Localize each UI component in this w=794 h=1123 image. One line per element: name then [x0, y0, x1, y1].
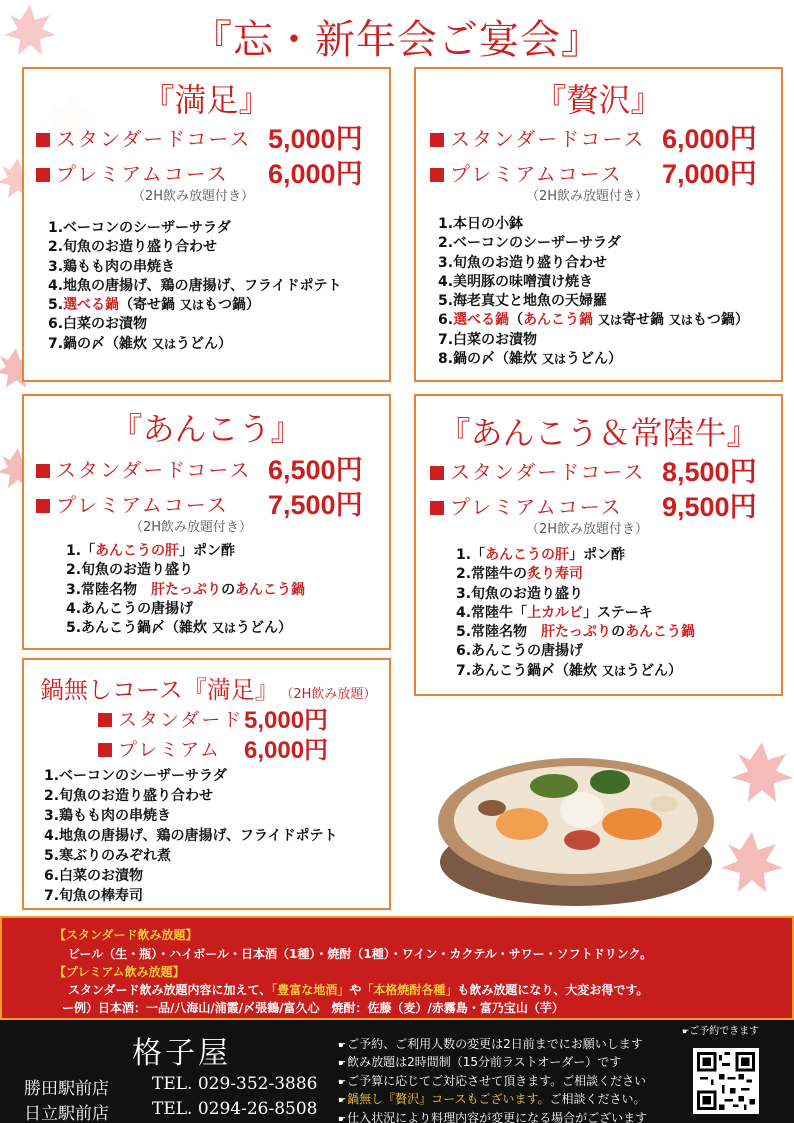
footer-notes	[338, 1036, 647, 1123]
course-title: 鍋無しコース『満足』 （2H飲み放題）	[40, 676, 377, 704]
standard-course-label: スタンダードコース	[430, 123, 645, 152]
square-bullet-icon	[36, 464, 50, 478]
menu-item: 1.「あんこうの肝」ポン酢	[66, 543, 236, 559]
square-bullet-icon	[36, 133, 50, 147]
standard-drink-text: ビール（生・瓶）・ハイボール・日本酒（1種）・焼酎（1種）・ワイン・カクテル・サワー・ソフトドリンク。	[68, 947, 653, 961]
square-bullet-icon	[430, 133, 444, 147]
drink-note: （2H飲み放題付き）	[130, 520, 253, 535]
menu-item: 4.美明豚の味噌漬け焼き	[438, 273, 594, 290]
menu-item: 3.常陸名物 肝たっぷりのあんこう鍋	[66, 581, 306, 598]
note-item: ☛ 飲み放題は2時間制（15分前ラストオーダー）です	[338, 1054, 647, 1072]
note-item: ☛ ご予約、ご利用人数の変更は2日前までにお願いします	[338, 1036, 647, 1054]
premium-course-label: プレミアムコース	[430, 491, 623, 520]
menu-item: 7.旬魚の棒寿司	[44, 888, 144, 904]
menu-item: 6.白菜のお漬物	[48, 316, 148, 333]
course-box-ankou	[22, 394, 391, 650]
square-bullet-icon	[430, 466, 444, 480]
drink-note: （2H飲み放題付き）	[526, 522, 649, 537]
standard-course-price: 5,000円	[244, 707, 329, 734]
standard-course-label: スタンダードコース	[36, 123, 251, 152]
menu-item: 4.地魚の唐揚げ、鶏の唐揚げ、フライドポテト	[44, 828, 338, 844]
menu-item: 5.常陸名物 肝たっぷりのあんこう鍋	[456, 624, 696, 641]
course-title: 『あんこう＆常陸牛』	[438, 414, 759, 452]
course-menu-list	[66, 542, 305, 638]
standard-course-price: 8,500円	[662, 457, 757, 487]
standard-course-price: 5,000円	[268, 124, 363, 154]
course-box-manzoku	[22, 67, 391, 382]
premium-course-price: 6,000円	[268, 159, 363, 189]
note-item: ☛ 鍋無し『贅沢』コースもございます。ご相談ください。	[338, 1091, 647, 1109]
footer	[0, 1020, 794, 1123]
menu-item: 7.あんこう鍋〆（雑炊 又はうどん）	[456, 662, 682, 679]
premium-course-price: 6,000円	[244, 737, 329, 764]
premium-course-label: プレミアムコース	[430, 158, 623, 187]
menu-item: 1.本日の小鉢	[438, 216, 524, 232]
square-bullet-icon	[98, 713, 112, 727]
menu-item: 5.選べる鍋（寄せ鍋 又はもつ鍋）	[48, 297, 260, 314]
menu-item: 3.旬魚のお造り盛り	[456, 585, 584, 602]
branch-hitachi	[24, 1099, 318, 1123]
premium-course-label: プレミアム	[98, 735, 221, 762]
course-menu-list	[438, 215, 749, 369]
square-bullet-icon	[36, 168, 50, 182]
menu-item: 1.ベーコンのシーザーサラダ	[48, 220, 231, 236]
square-bullet-icon	[430, 501, 444, 515]
premium-course-label: プレミアムコース	[36, 489, 229, 518]
menu-item: 7.鍋の〆（雑炊 又はうどん）	[48, 335, 232, 352]
menu-item: 5.海老真丈と地魚の天婦羅	[438, 293, 608, 310]
drink-examples: ー例）日本酒：一品/八海山/浦霞/〆張鶴/富久心 焼酎：佐藤（麦）/赤霧島・富乃宝山（芋）	[62, 1001, 564, 1015]
course-menu-list	[44, 766, 338, 906]
note-item: ☛ 仕入状況により料理内容が変更になる場合がございます	[338, 1110, 647, 1123]
branch-name: 日立駅前店	[24, 1104, 109, 1123]
square-bullet-icon	[430, 168, 444, 182]
menu-item: 5.あんこう鍋〆（雑炊 又はうどん）	[66, 620, 292, 637]
menu-item: 4.常陸牛「上カルビ」ステーキ	[456, 604, 653, 621]
standard-course-label: スタンダード	[98, 705, 243, 732]
menu-item: 3.鶏もも肉の串焼き	[48, 258, 176, 275]
menu-item: 2.旬魚のお造り盛り合わせ	[48, 239, 218, 256]
phone-number[interactable]: TEL. 0294-26-8508	[152, 1099, 318, 1119]
drink-note: （2H飲み放題）	[286, 687, 377, 702]
shop-name: 格子屋	[132, 1036, 231, 1071]
menu-item: 5.寒ぶりのみぞれ煮	[44, 848, 172, 864]
menu-item: 6.白菜のお漬物	[44, 868, 144, 884]
menu-item: 3.旬魚のお造り盛り合わせ	[438, 254, 608, 271]
menu-item: 6.選べる鍋（あんこう鍋 又は寄せ鍋 又はもつ鍋）	[438, 312, 749, 329]
square-bullet-icon	[98, 743, 112, 757]
course-menu-list	[48, 219, 342, 354]
standard-course-price: 6,000円	[662, 124, 757, 154]
course-box-no-nabe	[22, 658, 391, 910]
menu-item: 3.鶏もも肉の串焼き	[44, 808, 172, 824]
page-title: 『忘・新年会ご宴会』	[192, 17, 602, 63]
premium-drink-heading: 【プレミアム飲み放題】	[54, 965, 185, 979]
drink-note: （2H飲み放題付き）	[132, 189, 255, 204]
note-item: ☛ ご予算に応じてご対応させて頂きます。ご相談ください	[338, 1073, 647, 1091]
menu-item: 1.「あんこうの肝」ポン酢	[456, 547, 626, 563]
menu-item: 4.あんこうの唐揚げ	[66, 600, 194, 617]
standard-course-label: スタンダードコース	[430, 456, 645, 485]
premium-course-label: プレミアムコース	[36, 158, 229, 187]
menu-item: 2.常陸牛の炙り寿司	[456, 566, 584, 583]
premium-drink-text: スタンダード飲み放題内容に加えて、「豊富な地酒」や「本格焼酎各種」も飲み放題になり、大変お得です。	[68, 983, 649, 997]
standard-drink-heading: 【スタンダード飲み放題】	[54, 928, 198, 942]
standard-course-price: 6,500円	[268, 455, 363, 485]
menu-item: 8.鍋の〆（雑炊 又はうどん）	[438, 351, 622, 368]
course-title: 『満足』	[142, 81, 271, 119]
drink-note: （2H飲み放題付き）	[526, 189, 649, 204]
branch-name: 勝田駅前店	[24, 1079, 109, 1099]
menu-item: 7.白菜のお漬物	[438, 331, 538, 348]
course-title: 『あんこう』	[110, 410, 303, 448]
premium-course-price: 7,500円	[268, 490, 363, 520]
menu-item: 1.ベーコンのシーザーサラダ	[44, 768, 227, 784]
qr-code-icon[interactable]	[693, 1048, 759, 1114]
phone-number[interactable]: TEL. 029-352-3886	[152, 1074, 318, 1094]
menu-item: 2.旬魚のお造り盛り合わせ	[44, 788, 214, 804]
menu-item: 2.ベーコンのシーザーサラダ	[438, 235, 621, 252]
square-bullet-icon	[36, 499, 50, 513]
course-title: 『贅沢』	[534, 81, 663, 119]
drink-plan-banner	[0, 916, 794, 1020]
course-box-ankou-hitachi-beef	[414, 394, 783, 696]
standard-course-label: スタンダードコース	[36, 454, 251, 483]
premium-course-price: 7,000円	[662, 159, 757, 189]
menu-item: 4.地魚の唐揚げ、鶏の唐揚げ、フライドポテト	[48, 277, 342, 294]
reservation-label: ☛ ご予約できます	[682, 1022, 759, 1037]
premium-course-price: 9,500円	[662, 492, 757, 522]
course-box-zeitaku	[414, 67, 783, 382]
branch-katsuta	[24, 1074, 318, 1099]
menu-item: 2.旬魚のお造り盛り	[66, 562, 194, 579]
course-menu-list	[456, 546, 695, 681]
hotpot-photo	[432, 712, 720, 908]
menu-item: 6.あんこうの唐揚げ	[456, 643, 584, 660]
